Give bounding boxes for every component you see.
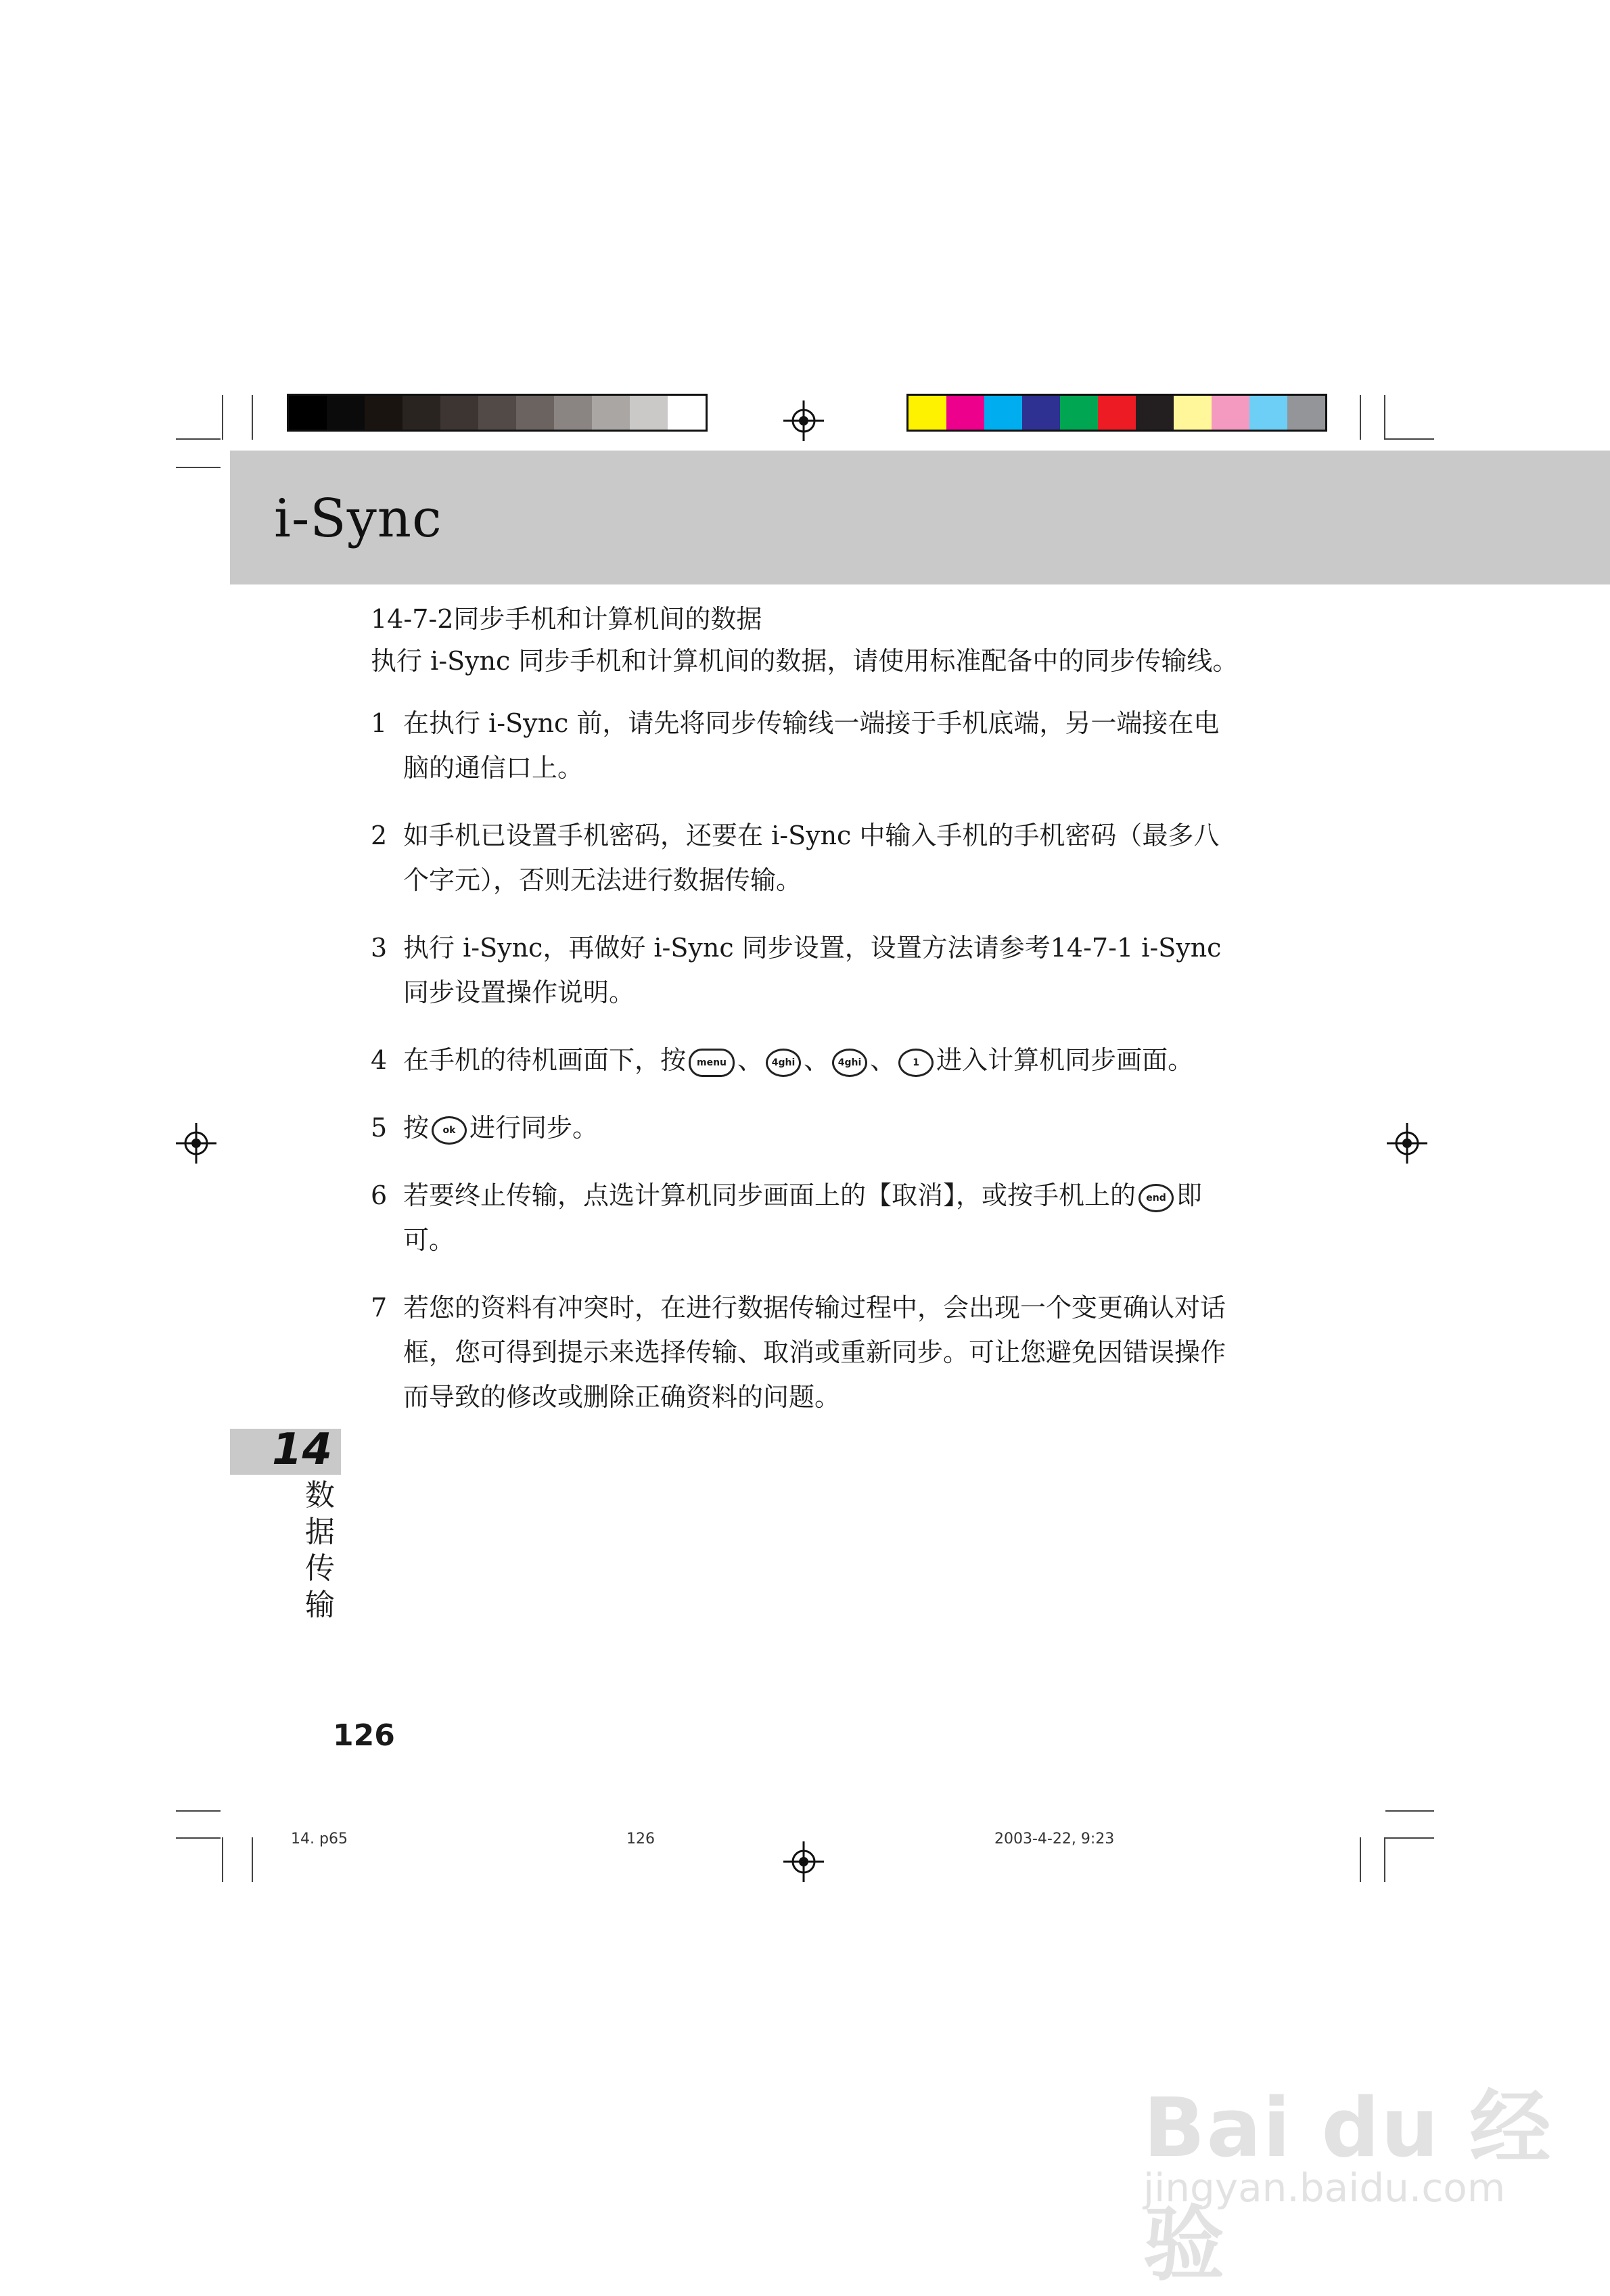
color-swatch xyxy=(1287,396,1325,430)
gray-swatch xyxy=(630,396,668,430)
crop-mark xyxy=(222,395,223,440)
registration-mark-icon xyxy=(176,1123,216,1164)
step-number: 3 xyxy=(371,933,388,963)
step-text xyxy=(403,1038,1243,1082)
step-number: 7 xyxy=(371,1293,388,1323)
crop-mark xyxy=(176,1837,221,1839)
step-text-prefix: 若要终止传输，点选计算机同步画面上的【取消】，或按手机上的 xyxy=(403,1180,1136,1210)
crop-mark xyxy=(1385,1810,1434,1812)
page-title: i-Sync xyxy=(274,488,442,549)
watermark-brand: Bai du 经验 xyxy=(1143,2082,1552,2292)
crop-mark xyxy=(1385,438,1434,440)
step-text xyxy=(403,1173,1243,1262)
list-item xyxy=(371,925,1243,1015)
step-number: 1 xyxy=(371,708,388,738)
chapter-number: 14 xyxy=(272,1425,333,1475)
list-item xyxy=(371,813,1243,902)
send-key-icon: ok xyxy=(432,1116,467,1145)
step-text-prefix: 在手机的待机画面下，按 xyxy=(403,1045,687,1075)
crop-mark xyxy=(176,467,221,468)
step-text-suffix: 进入计算机同步画面。 xyxy=(936,1045,1194,1075)
crop-mark xyxy=(176,438,221,440)
section-heading: 14-7-2同步手机和计算机间的数据 xyxy=(371,604,762,634)
registration-mark-icon xyxy=(1387,1123,1427,1164)
key-1-icon: 1 xyxy=(898,1049,934,1077)
gray-swatch xyxy=(327,396,365,430)
key-4-icon: 4ghi xyxy=(766,1049,801,1077)
footer-file: 14. p65 xyxy=(291,1831,348,1847)
color-swatch xyxy=(1022,396,1060,430)
color-swatch xyxy=(1136,396,1174,430)
separator: 、 xyxy=(804,1045,830,1075)
crop-mark xyxy=(176,1810,221,1812)
registration-mark-icon xyxy=(783,1841,824,1882)
step-text-prefix: 按 xyxy=(403,1113,430,1143)
crop-mark xyxy=(222,1837,223,1882)
crop-mark xyxy=(1384,1837,1385,1882)
footer-page: 126 xyxy=(626,1831,655,1847)
list-item xyxy=(371,1105,1243,1150)
registration-mark-icon xyxy=(783,400,824,441)
gray-swatch xyxy=(289,396,327,430)
gray-swatch xyxy=(440,396,478,430)
list-item xyxy=(371,1173,1243,1262)
step-number: 5 xyxy=(371,1113,388,1143)
watermark-url: jingyan.baidu.com xyxy=(1143,2165,1506,2211)
chapter-name: 数据传输 xyxy=(305,1478,335,1622)
crop-mark xyxy=(1385,1837,1434,1839)
crop-mark xyxy=(252,395,253,440)
gray-swatch xyxy=(516,396,554,430)
list-item xyxy=(371,1038,1243,1082)
gray-swatch xyxy=(365,396,402,430)
crop-mark xyxy=(252,1837,253,1882)
step-number: 2 xyxy=(371,821,388,850)
step-text: 在执行 i-Sync 前，请先将同步传输线一端接于手机底端，另一端接在电脑的通信口上。 xyxy=(403,708,1220,783)
gray-swatch xyxy=(402,396,440,430)
step-text-suffix: 即可。 xyxy=(403,1180,1203,1255)
menu-key-icon: menu xyxy=(689,1049,735,1077)
color-swatch xyxy=(908,396,946,430)
step-text: 执行 i-Sync，再做好 i-Sync 同步设置，设置方法请参考14-7-1 i-Sync同步设置操作说明。 xyxy=(403,933,1222,1007)
crop-mark xyxy=(1384,395,1385,440)
color-swatch xyxy=(946,396,984,430)
grayscale-color-bar xyxy=(287,394,708,432)
key-4-icon: 4ghi xyxy=(832,1049,867,1077)
color-swatch xyxy=(984,396,1022,430)
crop-mark xyxy=(1360,395,1361,440)
color-swatch xyxy=(1174,396,1212,430)
gray-swatch xyxy=(668,396,706,430)
step-number: 6 xyxy=(371,1180,388,1210)
steps-list xyxy=(371,701,1243,1442)
step-text xyxy=(403,1105,1243,1150)
gray-swatch xyxy=(592,396,630,430)
step-number: 4 xyxy=(371,1045,388,1075)
color-swatch xyxy=(1249,396,1287,430)
step-text: 如手机已设置手机密码，还要在 i-Sync 中输入手机的手机密码（最多八个字元），否则无法进行数据传输。 xyxy=(403,821,1220,895)
list-item xyxy=(371,1285,1243,1419)
separator: 、 xyxy=(737,1045,764,1075)
color-swatch xyxy=(1098,396,1136,430)
footer-date: 2003-4-22, 9:23 xyxy=(994,1831,1115,1847)
separator: 、 xyxy=(870,1045,896,1075)
color-swatch xyxy=(1212,396,1249,430)
page-number: 126 xyxy=(333,1718,395,1753)
section-intro: 执行 i-Sync 同步手机和计算机间的数据，请使用标准配备中的同步传输线。 xyxy=(371,646,1239,676)
color-swatch xyxy=(1060,396,1098,430)
crop-mark xyxy=(1360,1837,1361,1882)
process-color-bar xyxy=(906,394,1327,432)
gray-swatch xyxy=(478,396,516,430)
end-key-icon: end xyxy=(1138,1184,1174,1212)
gray-swatch xyxy=(554,396,592,430)
step-text: 若您的资料有冲突时，在进行数据传输过程中，会出现一个变更确认对话框，您可得到提示来选择传输、取消或重新同步。可让您避免因错误操作而导致的修改或删除正确资料的问题。 xyxy=(403,1293,1226,1412)
step-text-suffix: 进行同步。 xyxy=(469,1113,599,1143)
list-item xyxy=(371,701,1243,790)
